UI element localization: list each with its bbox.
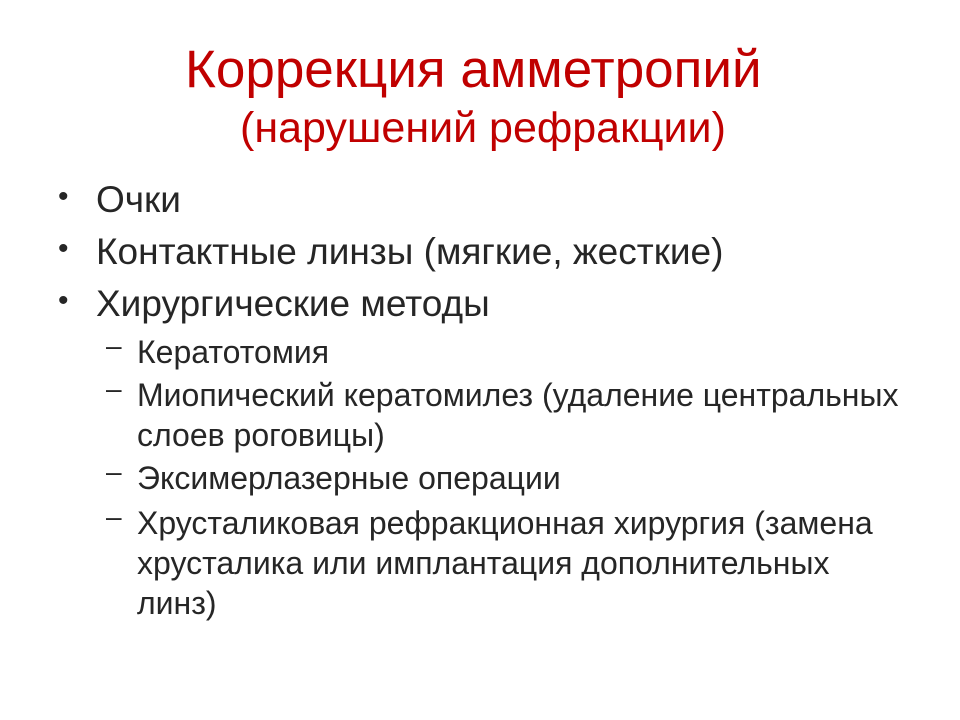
sub-bullet-item (0, 332, 960, 372)
slide-title: Коррекция амметропий (185, 40, 762, 99)
sub-bullet-list (0, 332, 960, 623)
sub-bullet-marker: – (106, 373, 122, 404)
bullet-text: Хирургические методы (96, 283, 490, 324)
bullet-list (0, 174, 960, 623)
sub-bullet-marker: – (106, 501, 122, 532)
sub-bullet-item (0, 458, 960, 498)
sub-bullet-text: линз) (137, 585, 217, 621)
sub-bullet-text: Хрусталиковая рефракционная хирургия (замена (137, 505, 873, 541)
sub-bullet-marker: – (106, 330, 122, 361)
bullet-item (0, 174, 960, 226)
sub-bullet-text: хрусталика или имплантация дополнительных (137, 545, 830, 581)
sub-bullet-text: Эксимерлазерные операции (137, 460, 561, 496)
bullet-item (0, 278, 960, 623)
sub-bullet-marker: – (106, 456, 122, 487)
bullet-marker: • (58, 284, 69, 317)
sub-bullet-item (0, 503, 960, 623)
bullet-text: Очки (96, 179, 181, 220)
bullet-item (0, 226, 960, 278)
bullet-marker: • (58, 232, 69, 265)
sub-bullet-item (0, 375, 960, 455)
sub-bullet-text: слоев роговицы) (137, 417, 385, 453)
bullet-marker: • (58, 180, 69, 213)
sub-bullet-text: Кератотомия (137, 334, 330, 370)
sub-bullet-text: Миопический кератомилез (удаление центральных (137, 377, 899, 413)
slide-subtitle: (нарушений рефракции) (240, 104, 726, 152)
bullet-text: Контактные линзы (мягкие, жесткие) (96, 231, 724, 272)
